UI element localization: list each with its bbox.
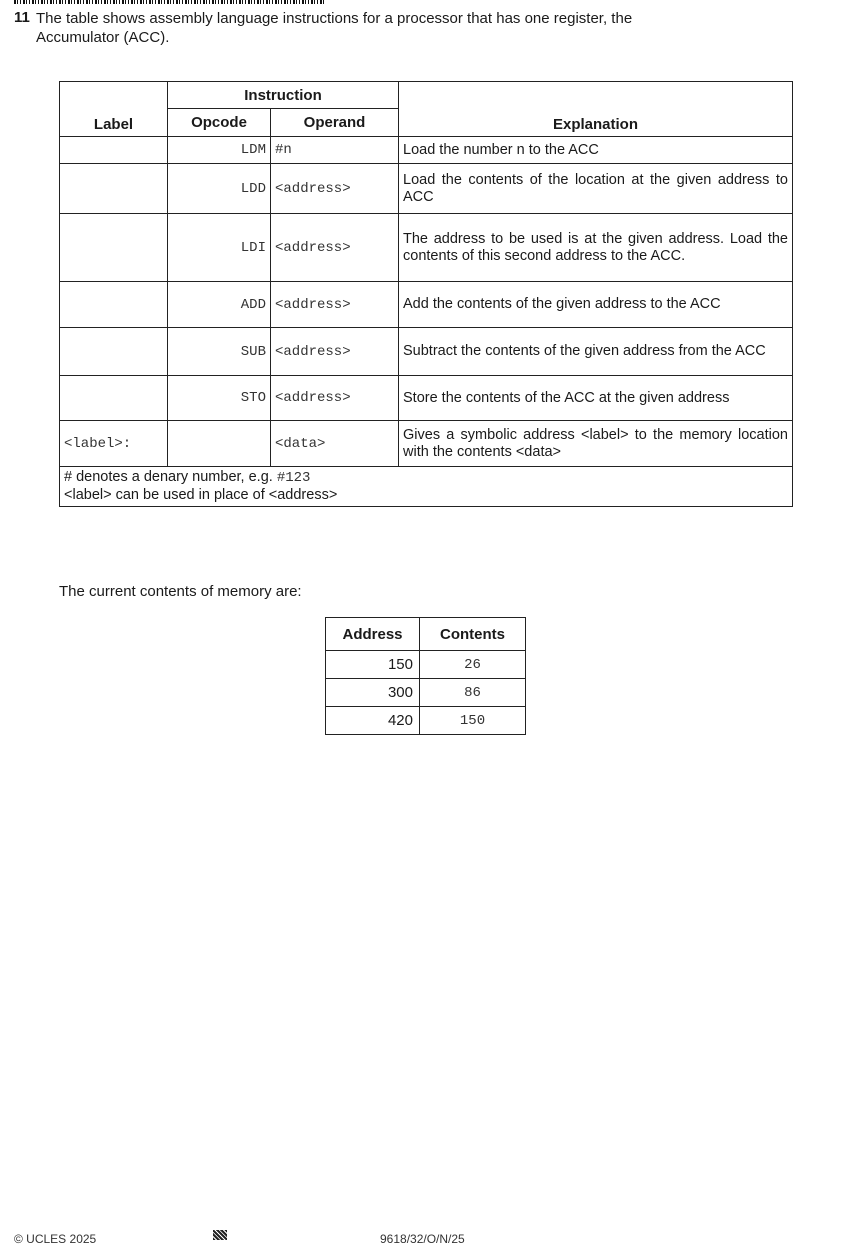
table-row — [60, 214, 793, 282]
row-opcode: LDD — [168, 164, 271, 214]
header-address: Address — [326, 618, 420, 651]
instruction-table — [59, 81, 793, 507]
row-operand: <address> — [271, 328, 399, 376]
memory-table — [325, 617, 526, 735]
header-operand: Operand — [271, 109, 399, 137]
top-barcode — [14, 0, 326, 4]
row-operand: <address> — [271, 164, 399, 214]
note-line1-text: # denotes a denary number, e.g. — [64, 469, 277, 485]
note-line2: <label> can be used in place of <address> — [64, 487, 338, 503]
table-row — [326, 707, 526, 735]
question-text-line1: The table shows assembly language instructions for a processor that has one register, the — [36, 10, 633, 27]
table-row — [60, 282, 793, 328]
memory-contents: 86 — [420, 679, 526, 707]
row-explanation: The address to be used is at the given address. Load the contents of this second address to the ACC. — [399, 214, 793, 282]
table-note — [60, 467, 793, 507]
note-line1-code: #123 — [276, 470, 311, 486]
row-label — [60, 214, 168, 282]
row-explanation: Store the contents of the ACC at the given address — [399, 376, 793, 421]
row-label: <label>: — [60, 421, 168, 467]
row-opcode — [168, 421, 271, 467]
table-row — [60, 164, 793, 214]
row-explanation: Gives a symbolic address <label> to the memory location with the contents <data> — [399, 421, 793, 467]
memory-contents: 26 — [420, 651, 526, 679]
row-operand: <address> — [271, 214, 399, 282]
row-explanation: Load the number n to the ACC — [399, 137, 793, 164]
row-explanation: Add the contents of the given address to the ACC — [399, 282, 793, 328]
row-opcode: STO — [168, 376, 271, 421]
row-operand: #n — [271, 137, 399, 164]
row-opcode: LDI — [168, 214, 271, 282]
row-explanation: Subtract the contents of the given address from the ACC — [399, 328, 793, 376]
row-label — [60, 282, 168, 328]
table-row — [60, 421, 793, 467]
table-note-row — [60, 467, 793, 507]
table-row — [60, 328, 793, 376]
row-label — [60, 164, 168, 214]
table-row — [326, 651, 526, 679]
row-operand: <address> — [271, 282, 399, 328]
row-opcode: LDM — [168, 137, 271, 164]
footer-code: 9618/32/O/N/25 — [380, 1232, 465, 1246]
row-label — [60, 376, 168, 421]
row-operand: <address> — [271, 376, 399, 421]
header-opcode: Opcode — [168, 109, 271, 137]
footer-barcode-icon — [213, 1230, 227, 1240]
row-opcode: SUB — [168, 328, 271, 376]
table-row — [60, 376, 793, 421]
memory-address: 300 — [326, 679, 420, 707]
row-label — [60, 328, 168, 376]
header-explanation: Explanation — [399, 82, 793, 137]
memory-address: 150 — [326, 651, 420, 679]
memory-address: 420 — [326, 707, 420, 735]
memory-intro: The current contents of memory are: — [59, 583, 302, 600]
table-row — [326, 679, 526, 707]
row-label — [60, 137, 168, 164]
question-text-line2: Accumulator (ACC). — [36, 29, 170, 46]
question-number: 11 — [14, 9, 30, 26]
row-explanation: Load the contents of the location at the given address to ACC — [399, 164, 793, 214]
row-opcode: ADD — [168, 282, 271, 328]
header-label: Label — [60, 82, 168, 137]
memory-contents: 150 — [420, 707, 526, 735]
header-contents: Contents — [420, 618, 526, 651]
row-operand: <data> — [271, 421, 399, 467]
question-text — [36, 9, 840, 47]
header-instruction: Instruction — [168, 82, 399, 109]
table-row — [60, 137, 793, 164]
footer-copyright: © UCLES 2025 — [14, 1232, 97, 1246]
